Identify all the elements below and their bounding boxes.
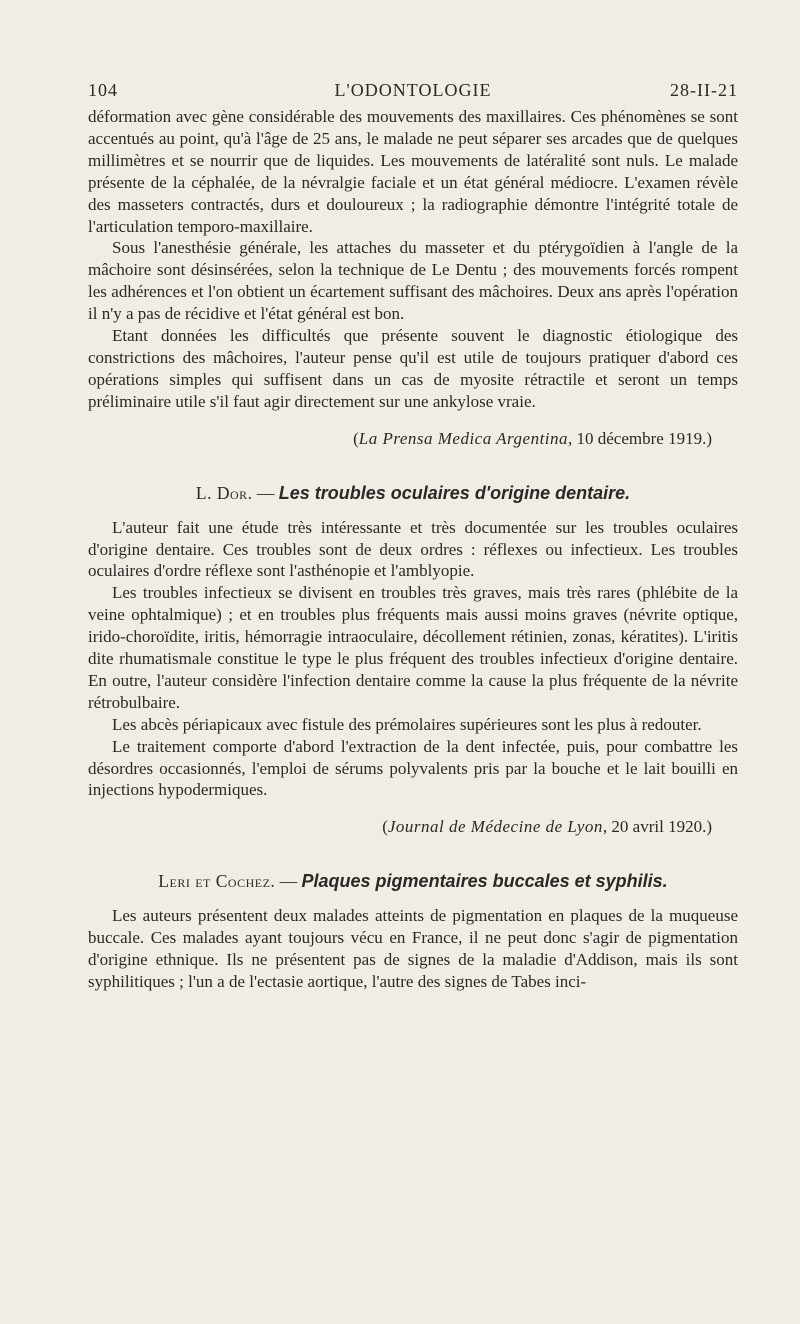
paragraph: Le traitement comporte d'abord l'extraction de la dent infectée, puis, pour combattre les désordres occasionnés, l'emploi de sérums polyvalents pris par la bouche et le lait bouilli en injections hypodermiques.	[88, 736, 738, 800]
article-heading	[88, 869, 738, 893]
paragraph: Les abcès périapicaux avec fistule des prémolaires supérieures sont les plus à redouter.	[112, 714, 702, 734]
page-body	[88, 106, 738, 993]
article-heading	[88, 481, 738, 505]
article-title: Plaques pigmentaires buccales et syphilis.	[301, 871, 668, 892]
heading-dash: —	[256, 482, 275, 503]
article-author: L. Dor.	[195, 482, 253, 503]
page-number: 104	[88, 80, 118, 100]
citation-journal: Journal de Médecine de Lyon	[387, 817, 603, 837]
article-author: Leri et Cochez.	[158, 871, 276, 892]
citation-journal: La Prensa Medica Argentina	[358, 428, 569, 448]
paragraph: L'auteur fait une étude très intéressante et très documentée sur les troubles oculaires d'origine dentaire. Ces troubles sont de deux ordres : réflexes ou infectieux. Les troubles oculaires d'ordre réflexe sont l'asthénopie et l'amblyopie.	[88, 517, 738, 581]
citation-date: , 20 avril 1920.)	[602, 817, 712, 837]
paragraph: déformation avec gène considérable des mouvements des maxillaires. Ces phénomènes se sont accentués au point, qu'à l'âge de 25 ans, le malade ne peut séparer ses arcades que de quelques millimètres et se nourrir que de liquides. Les mouvements de latéralité sont nuls. Le malade présente de la céphalée, de la névralgie faciale et un état général médiocre. L'examen révèle des masseters contractés, durs et douloureux ; la radiographie démontre l'intégrité totale de l'articulation temporo-maxillaire.	[88, 107, 738, 236]
running-header	[88, 74, 738, 106]
citation: (La Prensa Medica Argentina, 10 décembre 1919.)	[353, 428, 712, 448]
issue-date: 28-II-21	[670, 80, 738, 100]
paragraph: Etant données les difficultés que présente souvent le diagnostic étiologique des constrictions des mâchoires, l'auteur pense qu'il est utile de toujours pratiquer d'abord ces opérations simples qui suffisent dans un cas de myosite rétractile et seront un temps préliminaire utile s'il faut agir directement sur une ankylose vraie.	[88, 326, 738, 411]
paragraph: Les troubles infectieux se divisent en troubles très graves, mais très rares (phlébite de la veine ophtalmique) ; et en troubles plus fréquents mais aussi moins graves (névrite optique, irido-choroïdite, iritis, hémorragie intraoculaire, décollement rétinien, zonas, kératites). L'iritis dite rhumatismale constitue le type le plus fréquent des troubles infectieux d'origine dentaire. En outre, l'auteur considère l'infection dentaire comme la cause la plus fréquente de la névrite rétrobulbaire.	[88, 583, 738, 712]
paragraph: Les auteurs présentent deux malades atteints de pigmentation en plaques de la muqueuse buccale. Ces malades ayant toujours vécu en France, il ne peut donc s'agir de pigmentation d'origine ethnique. Ils ne présentent pas de signes de la maladie d'Addison, mais ils sont syphilitiques ; l'un a de l'ectasie aortique, l'autre des signes de Tabes inci-	[88, 906, 738, 991]
citation-date: , 10 décembre 1919.)	[568, 428, 712, 448]
paragraph: Sous l'anesthésie générale, les attaches du masseter et du ptérygoïdien à l'angle de la mâchoire sont désinsérées, selon la technique de Le Dentu ; des mouvements forcés rompent les adhérences et l'on obtient un écartement suffisant des mâchoires. Deux ans après l'opération il n'y a pas de récidive et l'état général est bon.	[88, 238, 738, 324]
citation: (Journal de Médecine de Lyon, 20 avril 1920.)	[382, 817, 712, 837]
article-title: Les troubles oculaires d'origine dentaire.	[278, 482, 631, 503]
heading-dash: —	[279, 871, 298, 892]
journal-name: L'ODONTOLOGIE	[334, 80, 492, 100]
